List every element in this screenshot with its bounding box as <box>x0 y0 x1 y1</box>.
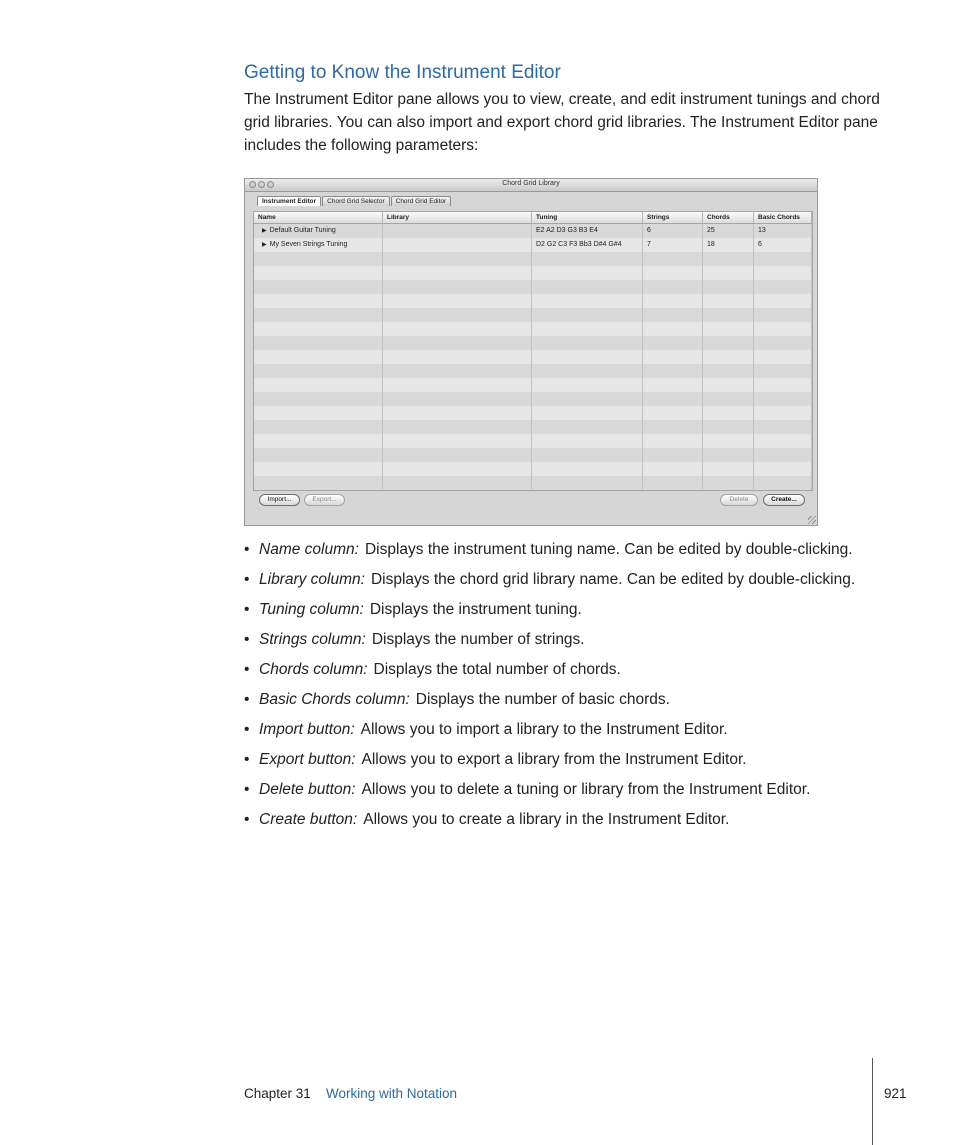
cell-library <box>383 238 532 252</box>
column-header-strings[interactable]: Strings <box>643 212 703 223</box>
empty-table-row <box>254 252 812 266</box>
chord-grid-library-window <box>244 178 818 526</box>
cell-strings: 6 <box>643 224 703 238</box>
cell-name: Default Guitar Tuning <box>269 227 336 234</box>
resize-grip-icon[interactable] <box>808 516 816 524</box>
page-number: 921 <box>884 1086 907 1101</box>
empty-table-row <box>254 280 812 294</box>
cell-tuning: D2 G2 C3 F3 Bb3 D#4 G#4 <box>532 238 643 252</box>
list-item: • Chords column: Displays the total number of chords. <box>244 661 621 678</box>
table-body <box>254 224 812 490</box>
export-button[interactable]: Export... <box>304 494 345 506</box>
column-header-basic-chords[interactable]: Basic Chords <box>754 212 812 223</box>
list-item: • Delete button: Allows you to delete a tuning or library from the Instrument Editor. <box>244 781 811 798</box>
empty-table-row <box>254 350 812 364</box>
intro-paragraph: The Instrument Editor pane allows you to view, create, and edit instrument tunings and chord grid libraries. You can also import and export chord grid libraries. The Instrument Editor pane includes the following parameters: <box>244 91 880 154</box>
tab-chord-grid-selector[interactable]: Chord Grid Selector <box>322 196 389 206</box>
window-title: Chord Grid Library <box>502 180 560 187</box>
list-item: • Basic Chords column: Displays the number of basic chords. <box>244 691 670 708</box>
list-item: • Strings column: Displays the number of strings. <box>244 631 585 648</box>
cell-basic-chords: 6 <box>754 238 812 252</box>
cell-chords: 18 <box>703 238 754 252</box>
disclosure-triangle-icon[interactable]: ▶ <box>262 242 267 248</box>
tab-bar <box>257 196 452 206</box>
window-titlebar[interactable] <box>245 179 817 192</box>
footer-chapter-title[interactable]: Working with Notation <box>326 1086 458 1101</box>
column-header-tuning[interactable]: Tuning <box>532 212 643 223</box>
cell-name: My Seven Strings Tuning <box>269 241 348 248</box>
empty-table-row <box>254 322 812 336</box>
empty-table-row <box>254 364 812 378</box>
empty-table-row <box>254 420 812 434</box>
list-item: • Create button: Allows you to create a library in the Instrument Editor. <box>244 811 730 828</box>
empty-table-row <box>254 336 812 350</box>
list-item: • Library column: Displays the chord grid library name. Can be edited by double-clicking. <box>244 571 856 588</box>
tab-instrument-editor[interactable]: Instrument Editor <box>257 196 321 206</box>
empty-table-row <box>254 462 812 476</box>
empty-table-row <box>254 476 812 490</box>
footer-divider <box>872 1058 873 1145</box>
footer-chapter: Chapter 31 <box>244 1086 311 1101</box>
list-item: • Import button: Allows you to import a library to the Instrument Editor. <box>244 721 728 738</box>
column-header-library[interactable]: Library <box>383 212 532 223</box>
list-item: • Export button: Allows you to export a library from the Instrument Editor. <box>244 751 747 768</box>
section-heading: Getting to Know the Instrument Editor <box>244 62 561 83</box>
empty-table-row <box>254 266 812 280</box>
table-row[interactable] <box>254 224 812 238</box>
parameter-list <box>244 538 904 838</box>
delete-button[interactable]: Delete <box>720 494 758 506</box>
tuning-table <box>253 211 813 491</box>
empty-table-row <box>254 434 812 448</box>
empty-table-row <box>254 448 812 462</box>
empty-table-row <box>254 392 812 406</box>
empty-table-row <box>254 294 812 308</box>
cell-library <box>383 224 532 238</box>
cell-chords: 25 <box>703 224 754 238</box>
cell-tuning: E2 A2 D3 G3 B3 E4 <box>532 224 643 238</box>
empty-table-row <box>254 406 812 420</box>
column-header-chords[interactable]: Chords <box>703 212 754 223</box>
cell-strings: 7 <box>643 238 703 252</box>
cell-basic-chords: 13 <box>754 224 812 238</box>
empty-table-row <box>254 308 812 322</box>
table-row[interactable] <box>254 238 812 252</box>
import-button[interactable]: Import... <box>259 494 300 506</box>
tab-chord-grid-editor[interactable]: Chord Grid Editor <box>391 196 452 206</box>
disclosure-triangle-icon[interactable]: ▶ <box>262 228 267 234</box>
create-button[interactable]: Create... <box>763 494 805 506</box>
table-header <box>254 212 812 224</box>
column-header-name[interactable]: Name <box>254 212 383 223</box>
list-item: • Tuning column: Displays the instrument tuning. <box>244 601 582 618</box>
list-item: • Name column: Displays the instrument tuning name. Can be edited by double-clicking. <box>244 541 853 558</box>
empty-table-row <box>254 378 812 392</box>
